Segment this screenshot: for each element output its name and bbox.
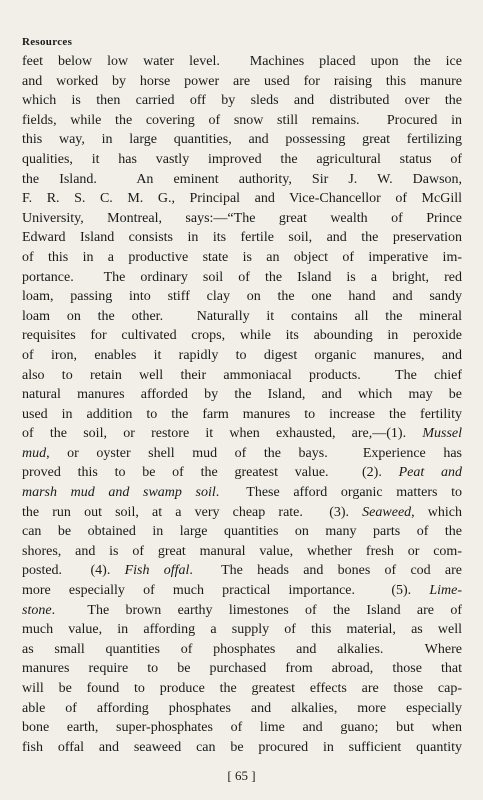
text-segment: and worked by horse power are used for raising this manure — [22, 73, 462, 89]
text-segment: F. R. S. C. M. G., Principal and Vice-Chancellor of McGill — [22, 191, 462, 207]
text-segment: which is then carried off by sleds and distributed over the — [22, 93, 462, 109]
running-head: Resources — [22, 36, 73, 48]
text-line — [22, 659, 462, 679]
text-line — [22, 189, 462, 209]
italic-text: marsh mud and swamp soil — [22, 485, 216, 501]
text-line — [22, 601, 462, 621]
text-segment: fish offal and seaweed can be procured in sufficient quantity — [22, 739, 462, 755]
text-segment: . The heads and bones of cod are — [189, 563, 462, 579]
text-line — [22, 620, 462, 640]
text-segment: the Island. An eminent authority, Sir J. W. Dawson, — [22, 171, 462, 187]
text-line — [22, 52, 462, 72]
text-line — [22, 346, 462, 366]
text-segment: of the soil, or restore it when exhausted, are,—(1). — [22, 426, 423, 442]
italic-text: Lime- — [429, 583, 462, 599]
page-number: [ 65 ] — [227, 768, 256, 783]
text-segment: more especially of much practical importance. (5). — [22, 583, 430, 599]
italic-text: Mussel — [422, 426, 462, 442]
italic-text: Peat and — [398, 465, 462, 481]
text-line — [22, 287, 462, 307]
text-line — [22, 150, 462, 170]
text-segment: used in addition to the farm manures to increase the fertility — [22, 406, 462, 422]
text-segment: also to retain well their ammoniacal products. The chief — [22, 367, 462, 383]
text-line — [22, 326, 462, 346]
text-line — [22, 366, 462, 386]
text-segment: proved this to be of the greatest value. (2). — [22, 465, 399, 481]
text-line — [22, 405, 462, 425]
text-segment: loam on the other. Naturally it contains all the mineral — [22, 308, 462, 324]
text-segment: will be found to produce the greatest effects are those cap- — [22, 681, 462, 696]
text-segment: this way, in large quantities, and possessing great fertilizing — [22, 132, 462, 148]
text-segment: manures require to be purchased from abroad, those that — [22, 661, 462, 677]
text-segment: the run out soil, at a very cheap rate. (3). — [22, 504, 363, 520]
text-line — [22, 72, 462, 92]
text-line — [22, 209, 462, 229]
italic-text: stone — [22, 602, 52, 618]
text-line — [22, 130, 462, 150]
text-line — [22, 640, 462, 660]
text-segment: able of affording phosphates and alkalies, more especially — [22, 700, 462, 716]
text-line — [22, 307, 462, 327]
text-segment: bone earth, super-phosphates of lime and guano; but when — [22, 720, 462, 736]
text-segment: much value, in affording a supply of this material, as well — [22, 622, 462, 638]
text-line — [22, 91, 462, 111]
text-line — [22, 170, 462, 190]
text-line — [22, 463, 462, 483]
text-segment: Edward Island consists in its fertile soil, and the preservation — [22, 230, 462, 246]
text-segment: of iron, enables it rapidly to digest organic manures, and — [22, 347, 462, 363]
text-line — [22, 483, 462, 503]
text-line — [22, 679, 462, 699]
text-segment: requisites for cultivated crops, while its abounding in peroxide — [22, 328, 462, 344]
text-line — [22, 228, 462, 248]
text-segment: of this in a productive state is an object of imperative im- — [22, 249, 462, 265]
text-line — [22, 718, 462, 738]
text-segment: natural manures afforded by the Island, and which may be — [22, 387, 462, 403]
text-line — [22, 444, 462, 464]
text-segment: , or oyster shell mud of the bays. Experience has — [46, 445, 462, 461]
italic-text: Seaweed — [362, 504, 412, 520]
text-segment: can be obtained in large quantities on many parts of the — [22, 524, 462, 540]
body-text — [22, 52, 462, 757]
text-segment: feet below low water level. Machines placed upon the ice — [22, 54, 462, 69]
text-line — [22, 503, 462, 523]
text-line — [22, 522, 462, 542]
text-segment: qualities, it has vastly improved the agricultural status of — [22, 151, 462, 167]
text-line — [22, 738, 462, 758]
text-line — [22, 561, 462, 581]
text-segment: portance. The ordinary soil of the Island is a bright, red — [22, 269, 462, 285]
text-segment: . The brown earthy limestones of the Island are of — [51, 602, 462, 618]
text-line — [22, 699, 462, 719]
text-segment: posted. (4). — [22, 563, 125, 579]
text-line — [22, 111, 462, 131]
text-segment: loam, passing into stiff clay on the one hand and sandy — [22, 289, 462, 305]
text-line — [22, 542, 462, 562]
italic-text: Fish offal — [124, 563, 190, 579]
text-line — [22, 581, 462, 601]
italic-text: mud — [22, 445, 47, 461]
text-segment: fields, while the covering of snow still remains. Procured in — [22, 112, 462, 128]
text-segment: University, Montreal, says:—“The great wealth of Prince — [22, 210, 462, 226]
text-line — [22, 385, 462, 405]
text-segment: . These afford organic matters to — [215, 485, 462, 501]
text-line — [22, 268, 462, 288]
text-segment: , which — [411, 504, 462, 520]
text-line — [22, 424, 462, 444]
text-line — [22, 248, 462, 268]
text-segment: shores, and is of great manural value, whether fresh or com- — [22, 543, 462, 559]
text-segment: as small quantities of phosphates and alkalies. Where — [22, 641, 462, 657]
